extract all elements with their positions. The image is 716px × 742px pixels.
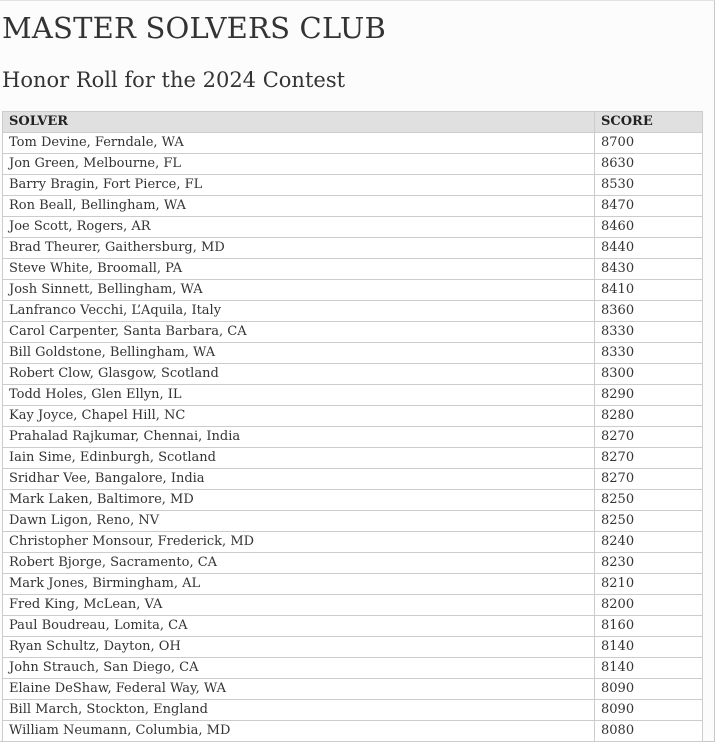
table-row <box>3 553 703 574</box>
score-cell: 8140 <box>595 658 703 679</box>
solver-cell: Bill Goldstone, Bellingham, WA <box>3 343 595 364</box>
table-row <box>3 301 703 322</box>
solver-cell: Jon Green, Melbourne, FL <box>3 154 595 175</box>
table-header-row <box>3 112 703 133</box>
table-row <box>3 196 703 217</box>
solver-cell: Prahalad Rajkumar, Chennai, India <box>3 427 595 448</box>
table-row <box>3 679 703 700</box>
score-cell: 8280 <box>595 406 703 427</box>
solver-cell: Ron Beall, Bellingham, WA <box>3 196 595 217</box>
score-cell: 8630 <box>595 154 703 175</box>
table-row <box>3 343 703 364</box>
solver-cell: Carol Carpenter, Santa Barbara, CA <box>3 322 595 343</box>
solver-cell: Lanfranco Vecchi, L’Aquila, Italy <box>3 301 595 322</box>
score-cell: 8530 <box>595 175 703 196</box>
table-row <box>3 532 703 553</box>
solver-column-header: SOLVER <box>3 112 595 133</box>
solver-cell: Robert Bjorge, Sacramento, CA <box>3 553 595 574</box>
solver-cell: Josh Sinnett, Bellingham, WA <box>3 280 595 301</box>
solver-cell: Robert Clow, Glasgow, Scotland <box>3 364 595 385</box>
solver-cell: John Strauch, San Diego, CA <box>3 658 595 679</box>
score-column-header: SCORE <box>595 112 703 133</box>
solver-cell: Christopher Monsour, Frederick, MD <box>3 532 595 553</box>
honor-roll-table <box>2 111 703 742</box>
table-row <box>3 490 703 511</box>
score-cell: 8270 <box>595 427 703 448</box>
table-row <box>3 469 703 490</box>
table-row <box>3 574 703 595</box>
table-row <box>3 616 703 637</box>
score-cell: 8470 <box>595 196 703 217</box>
score-cell: 8080 <box>595 721 703 742</box>
solver-cell: Joe Scott, Rogers, AR <box>3 217 595 238</box>
score-cell: 8410 <box>595 280 703 301</box>
table-row <box>3 595 703 616</box>
score-cell: 8250 <box>595 490 703 511</box>
table-row <box>3 259 703 280</box>
table-body <box>3 133 703 742</box>
score-cell: 8090 <box>595 700 703 721</box>
solver-cell: Kay Joyce, Chapel Hill, NC <box>3 406 595 427</box>
score-cell: 8330 <box>595 343 703 364</box>
table-row <box>3 133 703 154</box>
solver-cell: Todd Holes, Glen Ellyn, IL <box>3 385 595 406</box>
score-cell: 8270 <box>595 448 703 469</box>
score-cell: 8090 <box>595 679 703 700</box>
table-row <box>3 175 703 196</box>
solver-cell: Sridhar Vee, Bangalore, India <box>3 469 595 490</box>
table-row <box>3 280 703 301</box>
table-row <box>3 238 703 259</box>
score-cell: 8360 <box>595 301 703 322</box>
score-cell: 8230 <box>595 553 703 574</box>
score-cell: 8330 <box>595 322 703 343</box>
table-row <box>3 721 703 742</box>
table-row <box>3 217 703 238</box>
score-cell: 8200 <box>595 595 703 616</box>
solver-cell: Mark Laken, Baltimore, MD <box>3 490 595 511</box>
score-cell: 8210 <box>595 574 703 595</box>
score-cell: 8270 <box>595 469 703 490</box>
solver-cell: Bill March, Stockton, England <box>3 700 595 721</box>
solver-cell: Elaine DeShaw, Federal Way, WA <box>3 679 595 700</box>
table-row <box>3 700 703 721</box>
score-cell: 8160 <box>595 616 703 637</box>
solver-cell: Steve White, Broomall, PA <box>3 259 595 280</box>
solver-cell: Fred King, McLean, VA <box>3 595 595 616</box>
score-cell: 8430 <box>595 259 703 280</box>
table-row <box>3 427 703 448</box>
table-row <box>3 385 703 406</box>
solver-cell: Dawn Ligon, Reno, NV <box>3 511 595 532</box>
table-row <box>3 154 703 175</box>
score-cell: 8240 <box>595 532 703 553</box>
score-cell: 8460 <box>595 217 703 238</box>
table-row <box>3 322 703 343</box>
table-row <box>3 637 703 658</box>
table-row <box>3 658 703 679</box>
solver-cell: Ryan Schultz, Dayton, OH <box>3 637 595 658</box>
solver-cell: Iain Sime, Edinburgh, Scotland <box>3 448 595 469</box>
score-cell: 8250 <box>595 511 703 532</box>
score-cell: 8700 <box>595 133 703 154</box>
score-cell: 8440 <box>595 238 703 259</box>
score-cell: 8300 <box>595 364 703 385</box>
table-row <box>3 406 703 427</box>
page-title: MASTER SOLVERS CLUB <box>2 11 386 45</box>
solver-cell: Barry Bragin, Fort Pierce, FL <box>3 175 595 196</box>
page-subtitle: Honor Roll for the 2024 Contest <box>2 68 346 92</box>
score-cell: 8290 <box>595 385 703 406</box>
solver-cell: William Neumann, Columbia, MD <box>3 721 595 742</box>
table-row <box>3 364 703 385</box>
solver-cell: Brad Theurer, Gaithersburg, MD <box>3 238 595 259</box>
solver-cell: Mark Jones, Birmingham, AL <box>3 574 595 595</box>
table-row <box>3 448 703 469</box>
score-cell: 8140 <box>595 637 703 658</box>
solver-cell: Tom Devine, Ferndale, WA <box>3 133 595 154</box>
table-row <box>3 511 703 532</box>
solver-cell: Paul Boudreau, Lomita, CA <box>3 616 595 637</box>
